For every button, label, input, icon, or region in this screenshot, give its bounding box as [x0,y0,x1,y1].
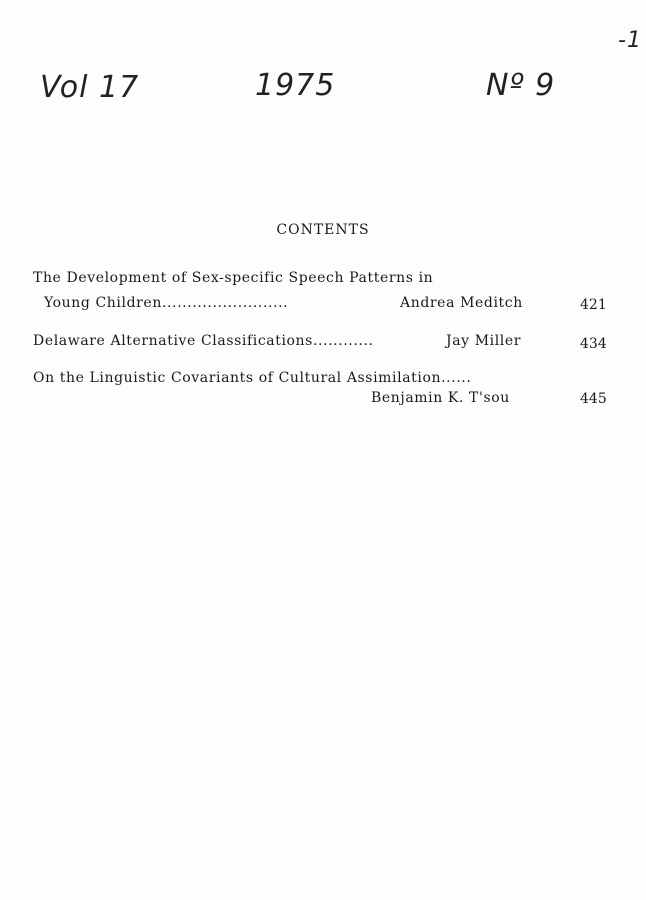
contents-heading: CONTENTS [276,222,370,238]
entry-3-page: 445 [580,391,607,407]
entry-1-author: Andrea Meditch [400,295,523,311]
entry-3-title: On the Linguistic Covariants of Cultural Assimilation...... [33,370,472,386]
entry-2-title: Delaware Alternative Classifications............ [33,333,374,349]
handwritten-number: Nº 9 [486,68,556,103]
entry-1-title-line1: The Development of Sex-specific Speech Patterns in [33,270,434,286]
entry-2-page: 434 [580,336,607,352]
handwritten-corner-mark: -1 [618,28,642,53]
entry-2-author: Jay Miller [446,333,522,349]
handwritten-volume: Vol 17 [40,70,140,105]
handwritten-year: 1975 [255,68,336,103]
entry-3-author: Benjamin K. T'sou [371,390,510,406]
entry-1-page: 421 [580,297,607,313]
entry-1-title-line2: Young Children......................... [44,295,289,311]
